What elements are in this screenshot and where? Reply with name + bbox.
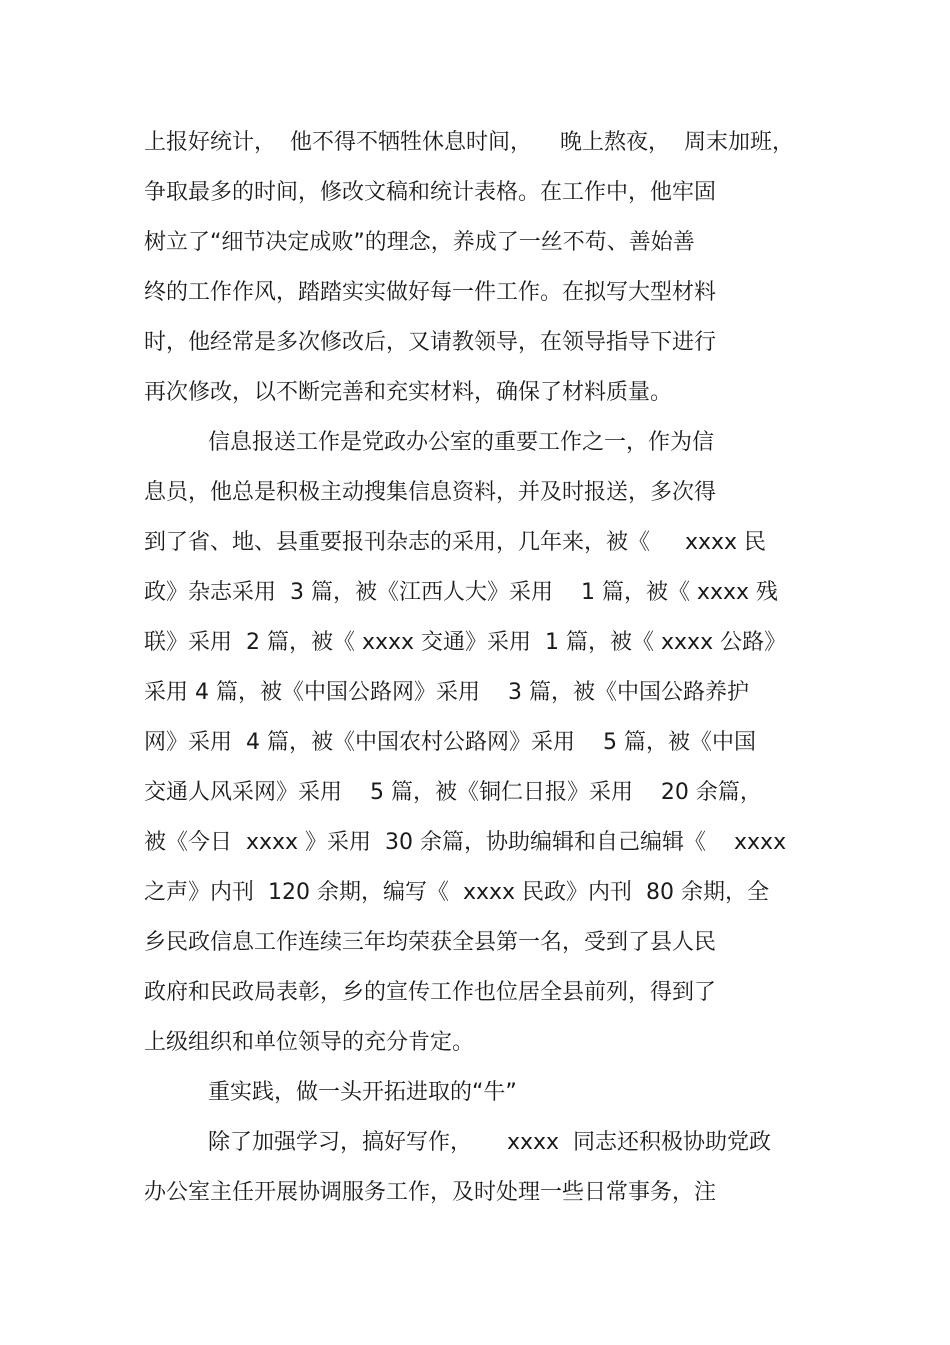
text-line: 之声》内刊 120 余期，编写《 xxxx 民政》内刊 80 余期，全 — [144, 880, 770, 905]
paragraph-start-line: 除了加强学习，搞好写作， xxxx 同志还积极协助党政 — [208, 1130, 772, 1155]
text-line: 树立了“细节决定成败”的理念，养成了一丝不苟、善始善 — [144, 230, 695, 255]
text-line: 交通人风采网》采用 5 篇，被《铜仁日报》采用 20 余篇， — [144, 780, 762, 805]
text-line: 网》采用 4 篇，被《中国农村公路网》采用 5 篇，被《中国 — [144, 730, 756, 755]
body-text — [144, 118, 824, 1218]
text-line: 乡民政信息工作连续三年均荣获全县第一名，受到了县人民 — [144, 930, 717, 955]
text-line: 办公室主任开展协调服务工作，及时处理一些日常事务，注 — [144, 1180, 717, 1205]
text-line: 采用 4 篇，被《中国公路网》采用 3 篇，被《中国公路养护 — [144, 680, 749, 705]
text-line: 上报好统计， 他不得不牺牲休息时间， 晚上熬夜， 周末加班， — [144, 130, 794, 155]
text-line: 终的工作作风，踏踏实实做好每一件工作。在拟写大型材料 — [144, 280, 717, 305]
text-line: 政》杂志采用 3 篇，被《江西人大》采用 1 篇，被《 xxxx 残 — [144, 580, 779, 605]
text-line: 上级组织和单位领导的充分肯定。 — [144, 1030, 475, 1055]
text-line: 政府和民政局表彰，乡的宣传工作也位居全县前列，得到了 — [144, 980, 717, 1005]
text-line: 联》采用 2 篇，被《 xxxx 交通》采用 1 篇，被《 xxxx 公路》 — [144, 630, 787, 655]
text-line: 再次修改，以不断完善和充实材料，确保了材料质量。 — [144, 380, 673, 405]
text-line: 息员，他总是积极主动搜集信息资料，并及时报送，多次得 — [144, 480, 717, 505]
paragraph-start-line: 信息报送工作是党政办公室的重要工作之一，作为信 — [208, 430, 715, 455]
section-heading: 重实践，做一头开拓进取的“牛” — [208, 1080, 517, 1105]
text-line: 到了省、地、县重要报刊杂志的采用，几年来，被《 xxxx 民 — [144, 530, 767, 555]
text-line: 争取最多的时间，修改文稿和统计表格。在工作中，他牢固 — [144, 180, 717, 205]
text-line: 被《今日 xxxx 》采用 30 余篇，协助编辑和自己编辑《 xxxx — [144, 830, 787, 855]
text-line: 时，他经常是多次修改后，又请教领导，在领导指导下进行 — [144, 330, 717, 355]
